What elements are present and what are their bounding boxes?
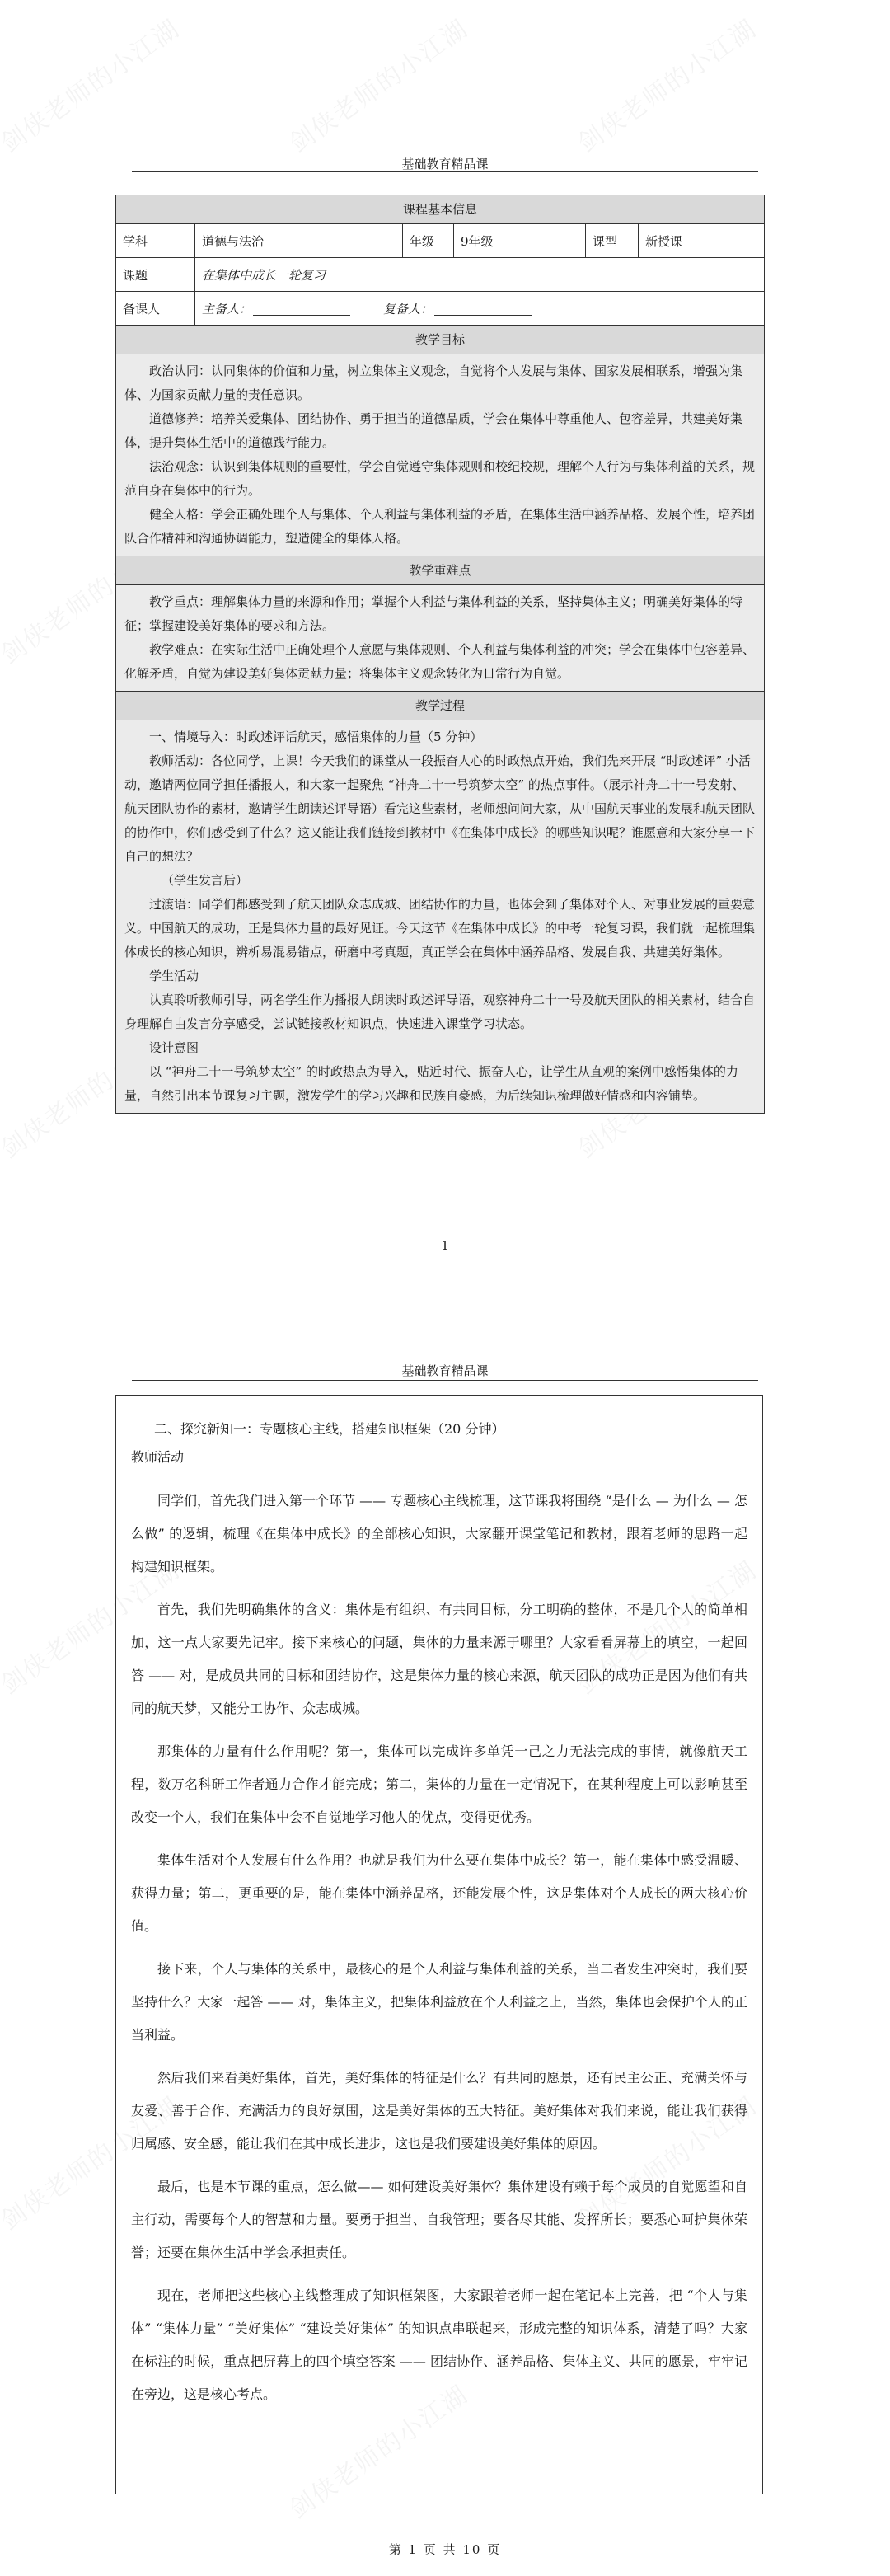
page-2	[0, 1311, 890, 2576]
process-item: 设计意图	[149, 1040, 199, 1055]
key-points-section	[116, 585, 764, 692]
header-rule	[132, 1380, 758, 1381]
preparer-label: 备课人	[116, 292, 195, 325]
page-number: 1	[441, 1238, 449, 1253]
table-title: 课程基本信息	[116, 195, 764, 224]
subject-row	[116, 224, 764, 258]
process-item: （学生发言后）	[162, 873, 249, 888]
type-label: 课型	[586, 224, 639, 257]
process-item: 以 “神舟二十一号筑梦太空” 的时政热点为导入，贴近时代、振奋人心，让学生从直观的案例中感悟集体的力量，自然引出本节课复习主题，激发学生的学习兴趣和民族自豪感，为后续知识梳理做好情感和内容铺垫。	[124, 1064, 738, 1103]
preparer-row	[116, 292, 764, 326]
paragraph: 那集体的力量有什么作用呢？第一，集体可以完成许多单凭一己之力无法完成的事情，就像航天工程，数万名科研工作者通力合作才能完成；第二，集体的力量在一定情况下，在某种程度上可以影响甚至改变一个人，我们在集体中会不自觉地学习他人的优点，变得更优秀。	[131, 1743, 747, 1825]
paragraph: 集体生活对个人发展有什么作用？也就是我们为什么要在集体中成长？第一，能在集体中感受温暖、获得力量；第二，更重要的是，能在集体中涵养品格，还能发展个性，这是集体对个人成长的两大核心价值。	[131, 1852, 747, 1934]
co-preparer-blank	[434, 302, 532, 316]
section-title: 二、探究新知一：专题核心主线，搭建知识框架（20 分钟）	[154, 1421, 505, 1437]
process-item: 认真聆听教师引导，两名学生作为播报人朗读时政述评导语，观察神舟二十一号及航天团队的相关素材，结合自身理解自由发言分享感受，尝试链接教材知识点，快速进入课堂学习状态。	[124, 992, 756, 1031]
topic-value: 在集体中成长一轮复习	[202, 267, 326, 283]
goal-item: 法治观念：认识到集体规则的重要性，学会自觉遵守集体规则和校纪校规，理解个人行为与集体利益的关系，规范自身在集体中的行为。	[124, 459, 756, 498]
paragraph: 最后，也是本节课的重点，怎么做—— 如何建设美好集体？集体建设有赖于每个成员的自觉愿望和自主行动，需要每个人的智慧和力量。要勇于担当、自我管理；要各尽其能、发挥所长；要悉心呵护集体荣誉；还要在集体生活中学会承担责任。	[131, 2179, 747, 2260]
process-title: 教学过程	[116, 692, 764, 720]
topic-row	[116, 258, 764, 292]
topic-label: 课题	[116, 258, 195, 291]
goal-item: 健全人格：学会正确处理个人与集体、个人利益与集体利益的矛盾，在集体生活中涵养品格、发展个性，培养团队合作精神和沟通协调能力，塑造健全的集体人格。	[124, 507, 756, 546]
goals-section	[116, 354, 764, 556]
process-item: 教师活动：各位同学，上课！今天我们的课堂从一段振奋人心的时政热点开始，我们先来开展 “时政述评” 小活动，邀请两位同学担任播报人，和大家一起聚焦 “神舟二十一号筑梦太空” 的热点事件。（展示神舟二十一号发射、航天团队协作的素材，邀请学生朗读述评导语）看完这些素材，老师想问问大家，从中国航天事业的发展和航天团队的协作中，你们感受到了什么？这又能让我们链接到教材中《在集体中成长》的哪些知识呢？谁愿意和大家分享一下自己的想法？	[124, 753, 756, 864]
preparer-value	[195, 292, 764, 325]
teacher-activity-label: 教师活动	[131, 1449, 185, 1465]
paragraph: 首先，我们先明确集体的含义：集体是有组织、有共同目标，分工明确的整体，不是几个人的简单相加，这一点大家要先记牢。接下来核心的问题，集体的力量来源于哪里？大家看看屏幕上的填空，一起回答 —— 对，是成员共同的目标和团结协作，这是集体力量的核心来源，航天团队的成功正是因为他们有共同的航天梦，又能分工协作、众志成城。	[131, 1602, 747, 1716]
paragraph: 然后我们来看美好集体，首先，美好集体的特征是什么？有共同的愿景，还有民主公正、充满关怀与友爱、善于合作、充满活力的良好氛围，这是美好集体的五大特征。美好集体对我们来说，能让我们获得归属感、安全感，能让我们在其中成长进步，这也是我们要建设美好集体的原因。	[131, 2070, 747, 2151]
main-preparer-blank	[253, 302, 350, 316]
main-preparer-label: 主备人：	[202, 301, 252, 317]
process-section	[116, 720, 764, 1113]
paragraph: 现在，老师把这些核心主线整理成了知识框架图，大家跟着老师一起在笔记本上完善，把 “个人与集体” “集体力量” “美好集体” “建设美好集体” 的知识点串联起来，形成完整的知识体系，清楚了吗？大家在标注的时候，重点把屏幕上的四个填空答案 —— 团结协作、涵养品格、集体主义、共同的愿景，牢牢记在旁边，这是核心考点。	[131, 2287, 747, 2402]
type-value: 新授课	[645, 233, 683, 249]
goal-item: 道德修养：培养关爱集体、团结协作、勇于担当的道德品质，学会在集体中尊重他人、包容差异，共建美好集体，提升集体生活中的道德践行能力。	[124, 411, 743, 450]
goal-item: 政治认同：认同集体的价值和力量，树立集体主义观念，自觉将个人发展与集体、国家发展相联系，增强为集体、为国家贡献力量的责任意识。	[124, 364, 743, 402]
process-item: 一、情境导入：时政述评话航天，感悟集体的力量（5 分钟）	[149, 730, 483, 744]
process-item: 过渡语：同学们都感受到了航天团队众志成城、团结协作的力量，也体会到了集体对个人、对事业发展的重要意义。中国航天的成功，正是集体力量的最好见证。今天这节《在集体中成长》的中考一轮复习课，我们就一起梳理集体成长的核心知识，辨析易混易错点，研磨中考真题，真正学会在集体中涵养品格、发展自我、共建美好集体。	[124, 897, 756, 960]
grade-label: 年级	[403, 224, 454, 257]
page-footer: 第 1 页 共 10 页	[388, 2542, 502, 2557]
key-points-title: 教学重难点	[116, 556, 764, 585]
key-point-item: 教学难点：在实际生活中正确处理个人意愿与集体规则、个人利益与集体利益的冲突；学会在集体中包容差异、化解矛盾，自觉为建设美好集体贡献力量；将集体主义观念转化为日常行为自觉。	[124, 642, 756, 681]
process-continued-box	[115, 1395, 763, 2494]
process-item: 学生活动	[149, 969, 199, 983]
paragraph: 接下来，个人与集体的关系中，最核心的是个人利益与集体利益的关系，当二者发生冲突时，我们要坚持什么？大家一起答 —— 对，集体主义，把集体利益放在个人利益之上，当然，集体也会保护个人的正当利益。	[131, 1961, 747, 2043]
goals-title: 教学目标	[116, 326, 764, 354]
grade-value: 9年级	[454, 224, 586, 257]
co-preparer-label: 复备人：	[383, 301, 433, 317]
key-point-item: 教学重点：理解集体力量的来源和作用；掌握个人利益与集体利益的关系，坚持集体主义；明确美好集体的特征；掌握建设美好集体的要求和方法。	[124, 594, 743, 633]
paragraph: 同学们，首先我们进入第一个环节 —— 专题核心主线梳理，这节课我将围绕 “是什么 — 为什么 — 怎么做” 的逻辑，梳理《在集体中成长》的全部核心知识，大家翻开课堂笔记和教材，跟着老师的思路一起构建知识框架。	[131, 1493, 747, 1574]
subject-label: 学科	[116, 224, 195, 257]
header-rule	[132, 171, 758, 172]
subject-value: 道德与法治	[195, 224, 403, 257]
page-header: 基础教育精品课	[401, 157, 489, 171]
page-header: 基础教育精品课	[401, 1363, 489, 1378]
course-info-table	[115, 195, 765, 1114]
